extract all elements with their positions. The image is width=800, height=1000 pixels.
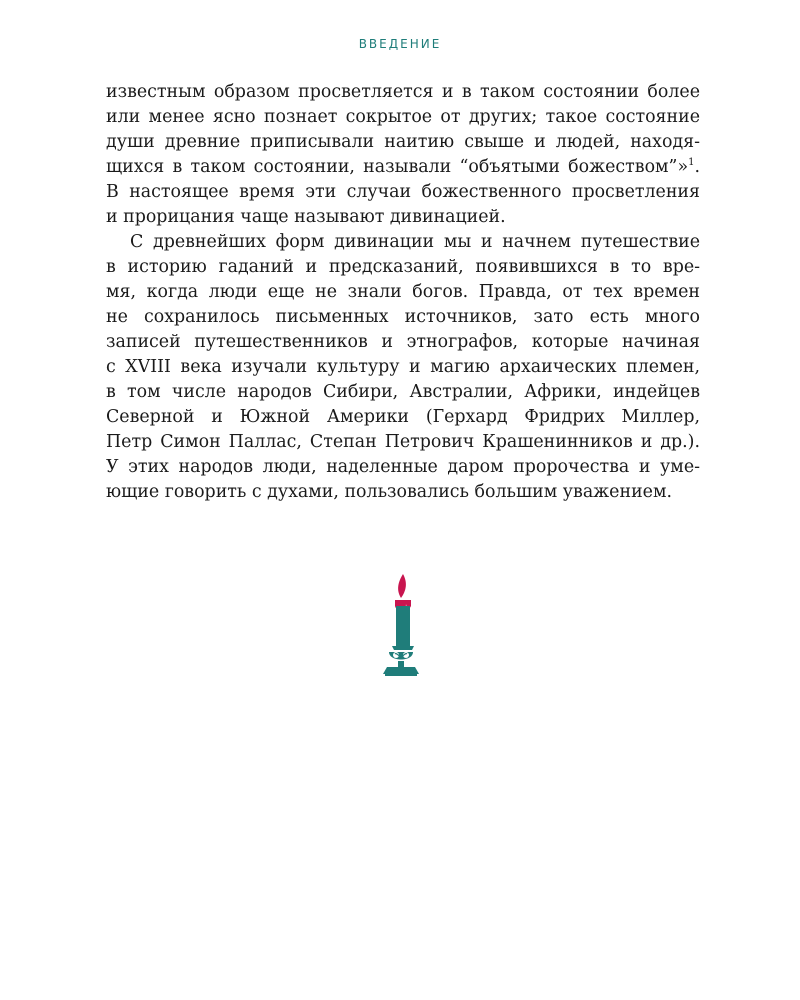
text-line: В настоящее время эти случаи божественного просветления	[106, 182, 700, 202]
candle-body	[396, 606, 410, 646]
text-line: в историю гаданий и предсказаний, появившихся в то вре-	[106, 257, 700, 277]
text-line-with-footnote: щихся в таком состоянии, называли “объятыми божеством”»$^1$.	[106, 157, 700, 177]
text-line: мя, когда люди еще не знали богов. Правда, от тех времен	[106, 282, 700, 302]
candlestick-collar	[392, 646, 414, 650]
text-line: Северной и Южной Америки (Герхард Фридрих Миллер,	[106, 407, 700, 427]
text-line: с XVIII века изучали культуру и магию архаических племен,	[106, 357, 700, 377]
text-line: и прорицания чаще называют дивинацией.	[106, 207, 506, 227]
paragraph-1	[106, 80, 700, 230]
body-text	[106, 80, 700, 505]
candle-icon	[381, 570, 421, 678]
text-line: в том числе народов Сибири, Австралии, Африки, индейцев	[106, 382, 700, 402]
candle-flame	[398, 574, 406, 598]
paragraph-2	[106, 230, 700, 505]
text-line: не сохранилось письменных источников, зато есть много	[106, 307, 700, 327]
text-line: или менее ясно познает сокрытое от других; такое состояние	[106, 107, 700, 127]
text-line: души древние приписывали наитию свыше и людей, находя-	[106, 132, 700, 152]
text-line: ющие говорить с духами, пользовались большим уважением.	[106, 482, 673, 502]
footnote-marker[interactable]: 1	[688, 157, 695, 169]
text-line: щихся в таком состоянии, называли “объятыми божеством”»	[106, 157, 689, 177]
running-head: ВВЕДЕНИЕ	[358, 37, 442, 51]
text-line: Петр Симон Паллас, Степан Петрович Крашенинников и др.).	[106, 432, 700, 452]
text-line: С древнейших форм дивинации мы и начнем путешествие	[130, 232, 700, 252]
text-line: записей путешественников и этнографов, которые начиная	[106, 332, 700, 352]
text-line: известным образом просветляется и в таком состоянии более	[106, 82, 700, 102]
candlestick-base	[383, 667, 419, 674]
text-line: У этих народов люди, наделенные даром пророчества и уме-	[106, 457, 700, 477]
